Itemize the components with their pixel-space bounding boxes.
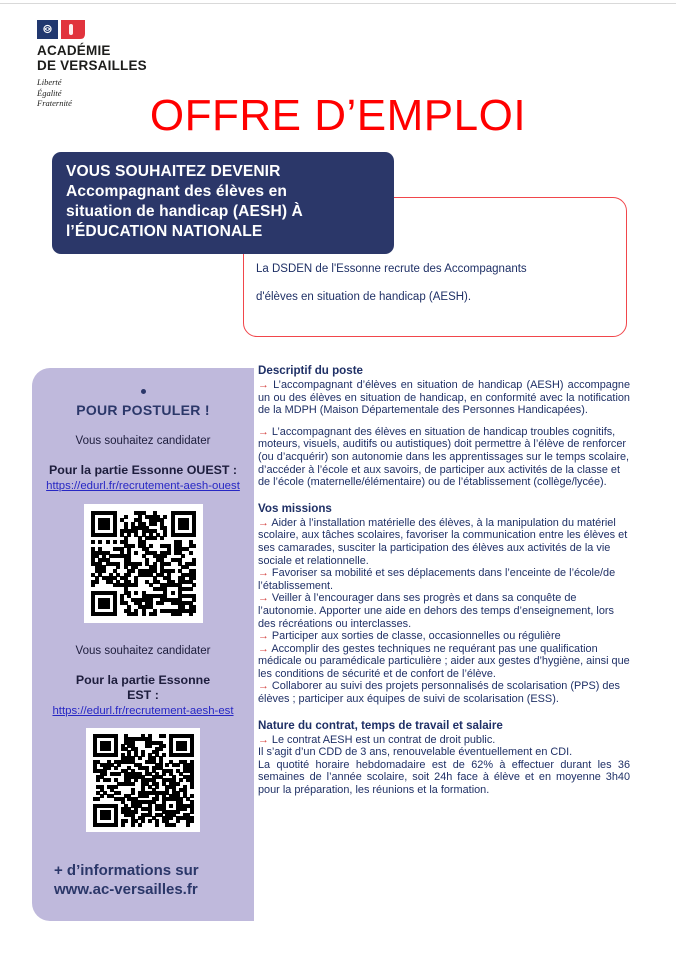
description-paragraph-2-text: L’accompagnant des élèves en situation de handicap troubles cognitifs, moteurs, visuels, auditifs ou autistiques) doit permettre à l’élève de renforcer (ou d’acquérir) son autonomie dans les apprentissages sur le temps scolaire, d’accéder à l’école et aux savoirs, de participer aux activités de la classe et de l’école (maternelle/élémentaire) ou de l’établissement (collège/lycée). bbox=[258, 425, 630, 489]
intro-line-1: La DSDEN de l'Essonne recrute des Accompagnants bbox=[256, 263, 527, 275]
apply-link-ouest[interactable]: https://edurl.fr/recrutement-aesh-ouest bbox=[46, 480, 240, 492]
mission-item bbox=[258, 517, 630, 567]
job-title-banner bbox=[52, 152, 394, 254]
apply-link-est[interactable]: https://edurl.fr/recrutement-aesh-est bbox=[52, 705, 234, 717]
banner-line-1: VOUS SOUHAITEZ DEVENIR bbox=[66, 163, 281, 180]
mission-item bbox=[258, 630, 630, 643]
arrow-icon: → bbox=[258, 516, 269, 529]
contract-paragraph-3: La quotité horaire hebdomadaire est de 62% à effectuer durant les 36 semaines de l’année scolaire, soit 24h face à élève et en moyenne 3h40 pour la préparation, les réunions et la formation. bbox=[258, 758, 630, 797]
mission-item-text: Collaborer au suivi des projets personnalisés de scolarisation (PPS) des élèves ; participer aux équipes de suivi de scolarisation (ESS). bbox=[258, 680, 620, 706]
arrow-icon: → bbox=[258, 425, 269, 438]
contract-paragraph-2: Il s’agit d’un CDD de 3 ans, renouvelable éventuellement en CDI. bbox=[258, 746, 573, 759]
mission-item bbox=[258, 643, 630, 681]
french-flag-marianne-icon bbox=[37, 20, 85, 39]
mission-item bbox=[258, 592, 630, 630]
mission-item-text: Aider à l’installation matérielle des élèves, à la manipulation du matériel scolaire, aux tâches scolaires, favoriser la communication entre les élèves et ses camarades, susciter la participation des élèves aux activités de la vie sociale et relationnelle. bbox=[258, 516, 628, 567]
apply-panel-title: POUR POSTULER ! bbox=[76, 402, 210, 418]
content-column bbox=[258, 364, 630, 797]
section-heading-description: Descriptif du poste bbox=[258, 364, 364, 377]
mission-item bbox=[258, 680, 630, 705]
contract-paragraph-1 bbox=[258, 734, 630, 747]
mission-item-text: Favoriser sa mobilité et ses déplacements dans l’enceinte de l’école/de l’établissement. bbox=[258, 567, 616, 592]
mission-item-text: Veiller à l’encourager dans ses progrès et dans sa conquête de l’autonomie. Apporter une aide en dehors des temps d’enseignement, lors des récréations ou interclasses. bbox=[258, 592, 614, 630]
apply-region-est-line2: EST : bbox=[127, 688, 159, 702]
missions-list bbox=[258, 517, 630, 706]
description-paragraph-2 bbox=[258, 426, 630, 489]
banner-line-4: l’ÉDUCATION NATIONALE bbox=[66, 223, 263, 240]
arrow-icon: → bbox=[258, 592, 269, 605]
arrow-icon: → bbox=[258, 680, 269, 693]
motto-fraternite: Fraternité bbox=[37, 98, 72, 108]
academy-name-line2: DE VERSAILLES bbox=[37, 57, 147, 73]
motto-egalite: Égalité bbox=[37, 87, 62, 98]
qr-code-essonne-ouest[interactable] bbox=[84, 504, 203, 623]
intro-line-2: d'élèves en situation de handicap (AESH). bbox=[256, 291, 472, 303]
academy-name bbox=[37, 44, 227, 73]
qr-ouest-wrapper bbox=[32, 504, 254, 623]
qr-est-wrapper bbox=[32, 728, 254, 832]
footer-line-1: + d’informations sur bbox=[54, 862, 199, 879]
mission-item bbox=[258, 567, 630, 592]
banner-line-2: Accompagnant des élèves en bbox=[66, 183, 287, 200]
apply-region-est-line1: Pour la partie Essonne bbox=[75, 673, 211, 687]
description-paragraph-1-text: L’accompagnant d’élèves en situation de handicap (AESH) accompagne un ou des élèves en situation de handicap, en conformité avec la notification de la MDPH (Maison Départementale des Personnes Handicapées). bbox=[258, 379, 630, 417]
panel-footer bbox=[54, 861, 199, 899]
apply-region-ouest: Pour la partie Essonne OUEST : bbox=[49, 463, 237, 477]
apply-lead-ouest: Vous souhaitez candidater bbox=[75, 435, 211, 447]
top-divider bbox=[0, 3, 676, 4]
footer-line-2: www.ac-versailles.fr bbox=[54, 881, 198, 898]
arrow-icon: → bbox=[258, 379, 269, 391]
mission-item-text: Participer aux sorties de classe, occasionnelles ou régulière bbox=[268, 630, 561, 643]
section-heading-missions: Vos missions bbox=[258, 501, 332, 515]
arrow-icon: → bbox=[258, 630, 269, 643]
description-paragraph-1 bbox=[258, 379, 630, 417]
apply-panel bbox=[32, 368, 254, 921]
arrow-icon: → bbox=[258, 733, 269, 746]
section-heading-contract: Nature du contrat, temps de travail et salaire bbox=[258, 718, 503, 732]
apply-lead-est: Vous souhaitez candidater bbox=[75, 645, 211, 657]
page-title: OFFRE D’EMPLOI bbox=[149, 91, 527, 140]
arrow-icon: → bbox=[258, 567, 269, 580]
intro-text bbox=[256, 255, 612, 311]
arrow-icon: → bbox=[258, 642, 269, 655]
motto-liberte: Liberté bbox=[37, 77, 62, 87]
banner-line-3: situation de handicap (AESH) À bbox=[66, 203, 303, 220]
mission-item-text: Accomplir des gestes techniques ne requérant pas une qualification médicale ou paramédicale particulière ; aider aux gestes d’hygiène, ainsi que les conditions de sécurité et de confort de l’élève. bbox=[258, 642, 630, 680]
apply-region-est bbox=[32, 673, 254, 703]
qr-code-essonne-est[interactable] bbox=[86, 728, 200, 832]
bullet-icon bbox=[141, 389, 146, 394]
contract-paragraph-1-text: Le contrat AESH est un contrat de droit public. bbox=[268, 733, 496, 746]
academy-name-line1: ACADÉMIE bbox=[37, 43, 111, 58]
